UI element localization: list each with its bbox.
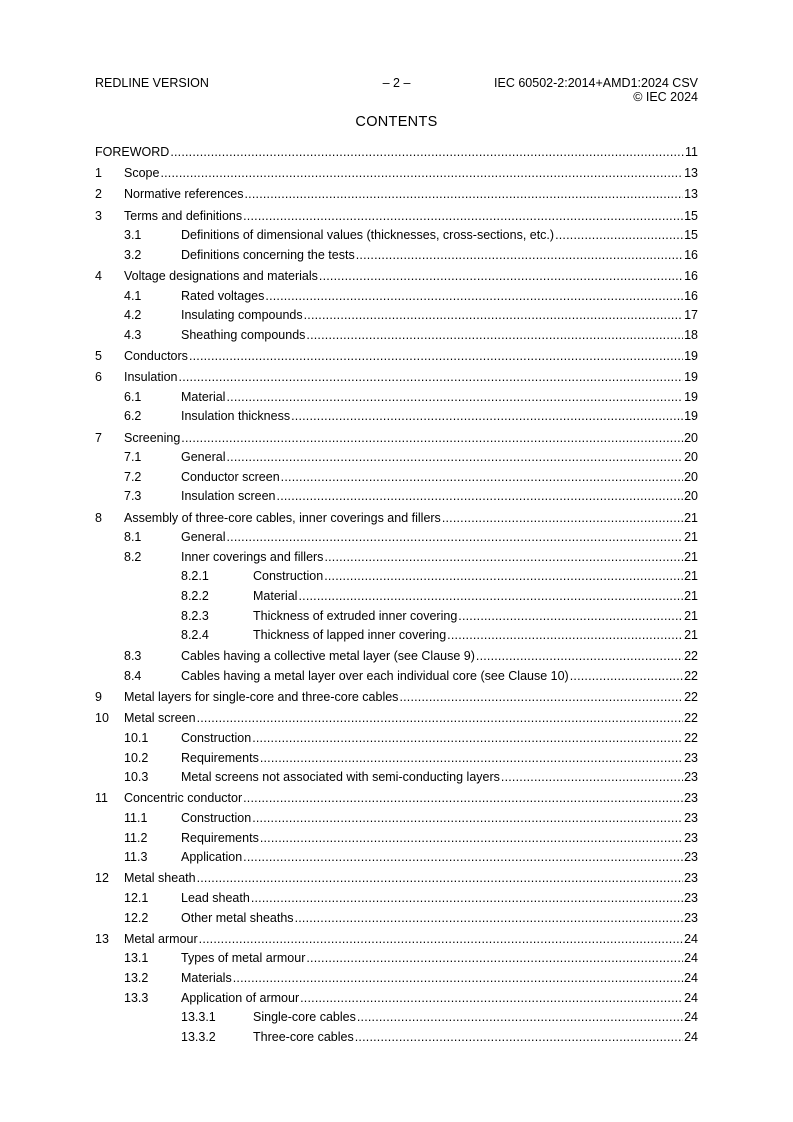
toc-entry[interactable] bbox=[95, 144, 698, 161]
toc-entry-label: Cables having a collective metal layer (see Clause 9) bbox=[181, 649, 475, 664]
dot-leader bbox=[277, 488, 684, 505]
toc-entry-page: 24 bbox=[684, 971, 698, 985]
toc-entry-label: Conductors bbox=[124, 349, 188, 363]
toc-entry-number: 8 bbox=[95, 510, 102, 525]
toc-entry-page: 16 bbox=[684, 247, 698, 262]
toc-entry[interactable] bbox=[95, 327, 698, 344]
toc-entry-label: Conductor screen bbox=[181, 469, 280, 484]
dot-leader bbox=[226, 529, 683, 546]
toc-entry-page: 21 bbox=[684, 589, 698, 603]
toc-entry-number: 7.3 bbox=[124, 489, 142, 504]
toc-entry-number: 3.2 bbox=[124, 247, 142, 262]
toc-entry[interactable] bbox=[95, 950, 698, 967]
dot-leader bbox=[570, 668, 683, 685]
dot-leader bbox=[251, 890, 683, 907]
toc-entry-label: Metal screen bbox=[124, 711, 196, 726]
dot-leader bbox=[324, 568, 683, 585]
toc-entry-label: Other metal sheaths bbox=[181, 910, 294, 925]
toc-entry-label: Sheathing compounds bbox=[181, 327, 306, 342]
dot-leader bbox=[298, 588, 683, 605]
toc-entry[interactable] bbox=[95, 1029, 698, 1046]
toc-entry-page: 20 bbox=[684, 489, 698, 504]
dot-leader bbox=[319, 268, 683, 285]
toc-entry-page: 18 bbox=[684, 327, 698, 342]
dot-leader bbox=[281, 469, 683, 486]
toc-entry-label: Materials bbox=[181, 971, 232, 985]
toc-entry-number: 10.3 bbox=[124, 770, 149, 785]
dot-leader bbox=[399, 689, 683, 706]
toc-entry-page: 21 bbox=[684, 530, 698, 545]
toc-entry[interactable] bbox=[95, 970, 698, 987]
toc-entry-page: 24 bbox=[684, 1010, 698, 1025]
toc-entry[interactable] bbox=[95, 931, 698, 948]
dot-leader bbox=[199, 931, 683, 948]
toc-entry-page: 13 bbox=[684, 166, 698, 181]
toc-entry[interactable] bbox=[95, 710, 698, 727]
dot-leader bbox=[233, 970, 683, 987]
toc-entry-page: 17 bbox=[684, 308, 698, 323]
toc-entry[interactable] bbox=[95, 870, 698, 887]
dot-leader bbox=[356, 247, 683, 264]
toc-entry-page: 22 bbox=[684, 711, 698, 726]
toc-entry-number: 11.2 bbox=[124, 830, 148, 845]
toc-entry-number: 11 bbox=[95, 791, 108, 806]
toc-entry-number: 7.1 bbox=[124, 450, 142, 465]
toc-entry[interactable] bbox=[95, 910, 698, 927]
toc-entry-number: 4.2 bbox=[124, 308, 142, 323]
toc-entry-number: 13.3.2 bbox=[181, 1029, 216, 1044]
toc-entry-label: Rated voltages bbox=[181, 288, 265, 303]
toc-entry-page: 23 bbox=[684, 791, 698, 806]
dot-leader bbox=[295, 910, 684, 927]
toc-entry[interactable] bbox=[95, 849, 698, 866]
toc-entry-label: Definitions concerning the tests bbox=[181, 247, 355, 262]
toc-entry-label: Metal sheath bbox=[124, 871, 196, 886]
toc-entry-label: Cables having a metal layer over each individual core (see Clause 10) bbox=[181, 669, 569, 683]
toc-entry-label: Concentric conductor bbox=[124, 791, 243, 806]
dot-leader bbox=[197, 870, 684, 887]
toc-entry-label: General bbox=[181, 450, 226, 465]
toc-entry-label: Thickness of extruded inner covering bbox=[253, 608, 458, 623]
document-reference: IEC 60502-2:2014+AMD1:2024 CSV bbox=[494, 76, 698, 90]
toc-entry-number: 5 bbox=[95, 349, 102, 363]
toc-entry-page: 23 bbox=[684, 830, 698, 845]
toc-entry[interactable] bbox=[95, 588, 698, 605]
dot-leader bbox=[458, 608, 683, 625]
toc-entry-page: 11 bbox=[685, 145, 698, 159]
page-number: – 2 – bbox=[382, 76, 411, 90]
toc-entry-page: 23 bbox=[684, 770, 698, 785]
toc-entry-page: 23 bbox=[684, 910, 698, 925]
dot-leader bbox=[306, 327, 683, 344]
toc-entry[interactable] bbox=[95, 689, 698, 706]
toc-entry-number: 4.1 bbox=[124, 288, 142, 303]
toc-entry-label: Insulation thickness bbox=[181, 409, 291, 424]
toc-entry-page: 24 bbox=[684, 931, 698, 946]
dot-leader bbox=[189, 348, 683, 365]
toc-entry-page: 19 bbox=[684, 370, 698, 385]
toc-entry-label: Single-core cables bbox=[253, 1010, 356, 1025]
toc-entry-label: Application of armour bbox=[181, 990, 300, 1005]
toc-entry-label: Metal layers for single-core and three-core cables bbox=[124, 690, 399, 705]
dot-leader bbox=[197, 710, 684, 727]
toc-entry-number: 11.1 bbox=[124, 811, 148, 825]
dot-leader bbox=[260, 750, 683, 767]
toc-entry[interactable] bbox=[95, 1009, 698, 1026]
dot-leader bbox=[160, 165, 683, 182]
toc-entry-label: Terms and definitions bbox=[124, 208, 243, 223]
toc-entry-label: Application bbox=[181, 850, 243, 865]
toc-entry-page: 21 bbox=[684, 549, 698, 564]
toc-entry-label: Types of metal armour bbox=[181, 951, 306, 966]
dot-leader bbox=[306, 950, 683, 967]
toc-entry-number: 2 bbox=[95, 187, 102, 202]
toc-entry-page: 24 bbox=[684, 990, 698, 1005]
toc-entry-label: Inner coverings and fillers bbox=[181, 549, 324, 564]
toc-entry-number: 7 bbox=[95, 430, 102, 445]
toc-entry-page: 19 bbox=[684, 389, 698, 404]
toc-entry[interactable] bbox=[95, 730, 698, 747]
page-title: CONTENTS bbox=[355, 114, 438, 130]
toc-entry[interactable] bbox=[95, 890, 698, 907]
toc-entry-number: 13.3 bbox=[124, 990, 149, 1005]
toc-entry-label: Construction bbox=[253, 569, 324, 584]
toc-entry-number: 10.2 bbox=[124, 750, 149, 765]
toc-entry[interactable] bbox=[95, 268, 698, 285]
toc-entry-label: Insulation screen bbox=[181, 489, 276, 504]
toc-entry[interactable] bbox=[95, 488, 698, 505]
toc-entry-number: 4.3 bbox=[124, 327, 142, 342]
toc-entry-page: 24 bbox=[684, 951, 698, 966]
toc-entry-page: 24 bbox=[684, 1029, 698, 1044]
toc-entry-page: 20 bbox=[684, 450, 698, 465]
dot-leader bbox=[501, 769, 683, 786]
dot-leader bbox=[243, 849, 683, 866]
dot-leader bbox=[243, 208, 683, 225]
header-right bbox=[494, 76, 698, 104]
toc-entry-number: 4 bbox=[95, 269, 102, 283]
toc-entry[interactable] bbox=[95, 208, 698, 225]
toc-entry-page: 22 bbox=[684, 731, 698, 745]
toc-entry[interactable] bbox=[95, 510, 698, 527]
toc-entry[interactable] bbox=[95, 348, 698, 365]
toc-entry-number: 10.1 bbox=[124, 731, 149, 745]
toc-entry-number: 8.3 bbox=[124, 649, 142, 664]
toc-entry[interactable] bbox=[95, 389, 698, 406]
toc-entry[interactable] bbox=[95, 648, 698, 665]
toc-entry-page: 15 bbox=[684, 228, 698, 243]
toc-entry[interactable] bbox=[95, 430, 698, 447]
toc-entry-number: 13.3.1 bbox=[181, 1010, 216, 1025]
toc-entry-number: 6.1 bbox=[124, 389, 142, 404]
dot-leader bbox=[476, 648, 683, 665]
toc-entry[interactable] bbox=[95, 165, 698, 182]
dot-leader bbox=[447, 627, 683, 644]
toc-entry-page: 21 bbox=[684, 608, 698, 623]
toc-entry[interactable] bbox=[95, 469, 698, 486]
toc-entry-number: 11.3 bbox=[124, 850, 148, 865]
dot-leader bbox=[226, 389, 683, 406]
toc-entry-number: 13.1 bbox=[124, 951, 149, 966]
dot-leader bbox=[226, 449, 683, 466]
header-left: REDLINE VERSION bbox=[95, 76, 209, 90]
toc-entry-number: 7.2 bbox=[124, 469, 142, 484]
dot-leader bbox=[324, 549, 683, 566]
toc-entry-page: 16 bbox=[684, 269, 698, 283]
toc-entry-page: 23 bbox=[684, 811, 698, 825]
toc-entry-label: Scope bbox=[124, 166, 160, 181]
toc-entry-label: Voltage designations and materials bbox=[124, 269, 318, 283]
toc-entry[interactable] bbox=[95, 227, 698, 244]
dot-leader bbox=[179, 369, 684, 386]
toc-entry-number: 12.2 bbox=[124, 910, 149, 925]
toc-entry-page: 22 bbox=[684, 649, 698, 664]
toc-entry-page: 22 bbox=[684, 690, 698, 705]
toc-entry-page: 23 bbox=[684, 891, 698, 905]
toc-entry[interactable] bbox=[95, 307, 698, 324]
toc-entry[interactable] bbox=[95, 769, 698, 786]
toc-entry[interactable] bbox=[95, 990, 698, 1007]
toc-entry-page: 19 bbox=[684, 409, 698, 424]
toc-entry[interactable] bbox=[95, 810, 698, 827]
dot-leader bbox=[355, 1029, 683, 1046]
toc-entry-page: 21 bbox=[684, 510, 698, 525]
toc-entry[interactable] bbox=[95, 568, 698, 585]
dot-leader bbox=[243, 790, 683, 807]
toc-entry-label: Requirements bbox=[181, 830, 259, 845]
toc-entry-number: 8.2 bbox=[124, 549, 142, 564]
toc-entry-label: Material bbox=[181, 389, 226, 404]
toc-entry-number: 12 bbox=[95, 871, 109, 886]
toc-entry[interactable] bbox=[95, 529, 698, 546]
toc-entry-page: 20 bbox=[684, 430, 698, 445]
dot-leader bbox=[304, 307, 683, 324]
toc-entry[interactable] bbox=[95, 549, 698, 566]
toc-entry-page: 22 bbox=[684, 669, 698, 683]
toc-entry-label: Thickness of lapped inner covering bbox=[253, 628, 447, 643]
toc-entry-page: 19 bbox=[684, 349, 698, 363]
toc-entry[interactable] bbox=[95, 790, 698, 807]
toc-entry-label: Material bbox=[253, 589, 298, 603]
dot-leader bbox=[245, 186, 684, 203]
toc-entry-page: 21 bbox=[684, 628, 698, 643]
toc-entry-number: 8.1 bbox=[124, 530, 142, 545]
toc-entry-label: Metal screens not associated with semi-conducting layers bbox=[181, 770, 500, 785]
toc-entry[interactable] bbox=[95, 369, 698, 386]
toc-entry-label: Insulating compounds bbox=[181, 308, 303, 323]
dot-leader bbox=[555, 227, 683, 244]
toc-entry-number: 8.2.3 bbox=[181, 608, 209, 623]
dot-leader bbox=[300, 990, 683, 1007]
toc-entry-number: 13.2 bbox=[124, 971, 149, 985]
toc-entry[interactable] bbox=[95, 449, 698, 466]
toc-entry-label: Normative references bbox=[124, 187, 244, 202]
toc-entry-page: 21 bbox=[684, 569, 698, 584]
toc-entry-label: General bbox=[181, 530, 226, 545]
toc-entry-label: Assembly of three-core cables, inner coverings and fillers bbox=[124, 510, 441, 525]
toc-entry[interactable] bbox=[95, 830, 698, 847]
toc-entry-label: Construction bbox=[181, 811, 252, 825]
toc-entry-page: 13 bbox=[684, 187, 698, 202]
toc-entry[interactable] bbox=[95, 186, 698, 203]
toc-entry-label: Definitions of dimensional values (thicknesses, cross-sections, etc.) bbox=[181, 228, 555, 243]
toc-entry-number: 13 bbox=[95, 931, 109, 946]
toc-entry[interactable] bbox=[95, 627, 698, 644]
toc-entry-label: Screening bbox=[124, 430, 181, 445]
toc-entry-number: 8.2.4 bbox=[181, 628, 209, 643]
dot-leader bbox=[442, 510, 683, 527]
toc-entry-page: 15 bbox=[684, 208, 698, 223]
toc-entry-page: 23 bbox=[684, 850, 698, 865]
toc-entry[interactable] bbox=[95, 668, 698, 685]
toc-entry-label: Requirements bbox=[181, 750, 259, 765]
toc-entry[interactable] bbox=[95, 288, 698, 305]
dot-leader bbox=[291, 408, 683, 425]
toc-entry[interactable] bbox=[95, 750, 698, 767]
toc-entry[interactable] bbox=[95, 608, 698, 625]
toc-entry-number: 9 bbox=[95, 690, 102, 705]
toc-entry-label: FOREWORD bbox=[95, 145, 170, 159]
toc-entry-label: Metal armour bbox=[124, 931, 198, 946]
toc-entry-number: 6 bbox=[95, 370, 102, 385]
dot-leader bbox=[181, 430, 683, 447]
toc-entry-number: 3.1 bbox=[124, 228, 142, 243]
dot-leader bbox=[252, 810, 683, 827]
dot-leader bbox=[357, 1009, 683, 1026]
toc-entry-label: Three-core cables bbox=[253, 1029, 354, 1044]
toc-entry[interactable] bbox=[95, 408, 698, 425]
toc-entry-page: 16 bbox=[684, 288, 698, 303]
toc-entry-page: 20 bbox=[684, 469, 698, 484]
dot-leader bbox=[260, 830, 683, 847]
toc-entry-label: Insulation bbox=[124, 370, 178, 385]
toc-entry-number: 8.2.2 bbox=[181, 589, 209, 603]
toc-entry-number: 12.1 bbox=[124, 891, 149, 905]
toc-entry-number: 8.2.1 bbox=[181, 569, 209, 584]
dot-leader bbox=[170, 144, 684, 161]
toc-entry-label: Construction bbox=[181, 731, 252, 745]
copyright: © IEC 2024 bbox=[633, 90, 698, 104]
toc-entry-label: Lead sheath bbox=[181, 891, 250, 905]
toc-entry-number: 6.2 bbox=[124, 409, 142, 424]
toc-entry-page: 23 bbox=[684, 750, 698, 765]
toc-entry-number: 8.4 bbox=[124, 669, 142, 683]
toc-entry-page: 23 bbox=[684, 871, 698, 886]
toc-entry-number: 3 bbox=[95, 208, 102, 223]
toc-entry[interactable] bbox=[95, 247, 698, 264]
toc-entry-number: 1 bbox=[95, 166, 102, 181]
dot-leader bbox=[265, 288, 683, 305]
dot-leader bbox=[252, 730, 683, 747]
toc-entry-number: 10 bbox=[95, 711, 109, 726]
